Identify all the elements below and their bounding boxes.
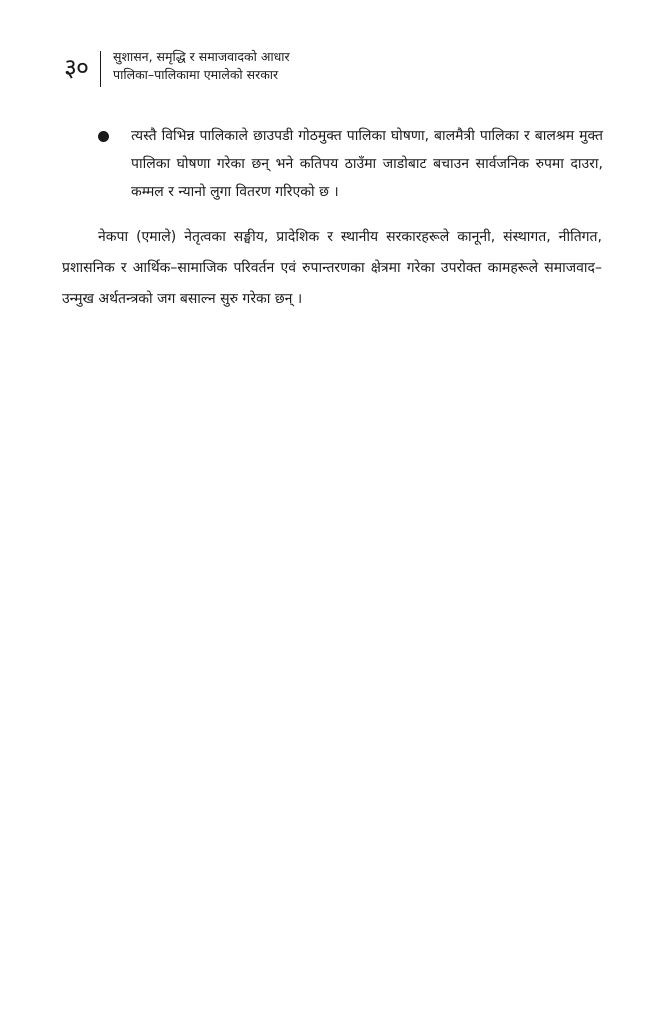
running-header [64,48,290,88]
body-paragraph: नेकपा (एमाले) नेतृत्वका सङ्घीय, प्रादेशिक र स्थानीय सरकारहरूले कानूनी, संस्थागत, नीतिगत, प्रशासनिक र आर्थिक–सामाजिक परिवर्तन एवं रुपान्तरणका क्षेत्रमा गरेका उपरोक्त कामहरूले समाजवाद–उन्मुख अर्थतन्त्रको जग बसाल्न सुरु गरेका छन् । [62,229,602,307]
bullet-list-item [98,122,603,206]
bullet-text: त्यस्तै विभिन्न पालिकाले छाउपडी गोठमुक्त पालिका घोषणा, बालमैत्री पालिका र बालश्रम मुक्त पालिका घोषणा गरेका छन् भने कतिपय ठाउँमा जाडोबाट बचाउन सार्वजनिक रुपमा दाउरा, कम्मल र न्यानो लुगा वितरण गरिएको छ । [131,128,603,200]
page-number: ३० [64,53,89,82]
book-title: सुशासन, समृद्धि र समाजवादको आधार [113,49,290,64]
book-subtitle: पालिका–पालिकामा एमालेको सरकार [113,67,279,82]
header-titles [113,48,290,84]
header-divider [100,51,101,87]
bullet-icon [98,131,109,142]
